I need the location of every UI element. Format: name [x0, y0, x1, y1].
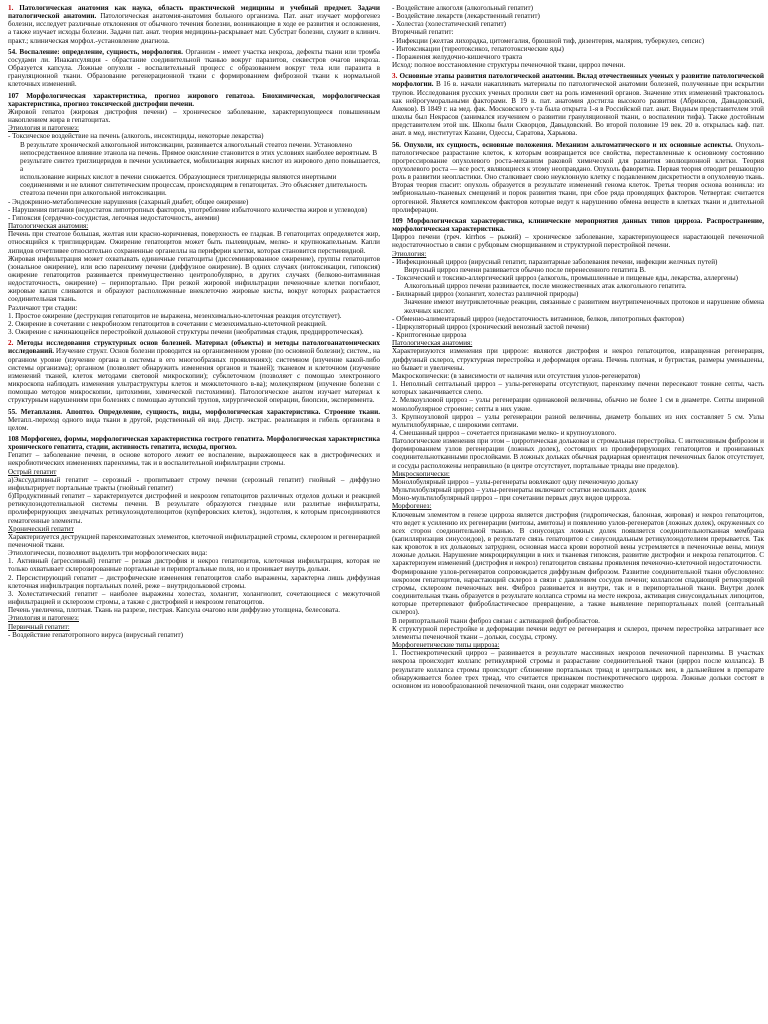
paragraph: б)Продуктивный гепатит – характеризуется дистрофией и некрозом гепатоцитов различных отделов дольки и реакцией ретикулоэндотелиальной системы печени. В результате образуются гнездные или разлитые инфильтраты, пролиферирующих звездчатых ретикулоэндотелиоцитов (купферовских клеток), эндотелия, к которым присоединяются гематогенные элементы.: [8, 492, 380, 525]
list-item: - Холестаз (холестатический гепатит): [392, 20, 507, 29]
subheading: Морфогенез:: [392, 502, 432, 511]
list-item: Монолобулярный цирроз – узлы-регенераты вовлекают одну печеночную дольку: [392, 477, 639, 486]
section-109: [392, 217, 764, 690]
paragraph: непосредственное влияние этанола на печень. Прямое окисление становится в этих условиях наиболее вероятным. В: [20, 148, 378, 157]
paragraph: Печень увеличена, плотная. Ткань на разрезе, пестрая. Капсула очагово или диффузно утолщена, белесовата.: [8, 606, 341, 615]
section-heading: 56. Опухоли, их сущность, основные положения. Механизм альтоматического и их основные аспекты.: [392, 140, 733, 149]
section-heading: 108 Морфогенез, формы, морфологическая характеристика гострого гепатита. Морфологическая характеристика хронического гепатита, стадии, активность гепатита, исходы, прогноз.: [8, 434, 380, 452]
section-heading: 107 Морфологическая характеристика, прогноз жирового гепатоза. Биохимическая, морфологическая характеристика, прогноз токсической дистрофии печени.: [8, 91, 380, 108]
section-heading: 55. Метаплазия. Апоптоз. Определение, сущность, виды, морфологическая характеристика. Строение ткани.: [8, 407, 380, 416]
subheading: Микроскопически:: [392, 469, 450, 478]
list-item: - Нарушения питания (недостаток липотропных факторов, употребление избыточного количества жиров и углеводов): [8, 205, 367, 214]
list-item: - Эндокринно-метаболические нарушения (сахарный диабет, общее ожирение): [8, 197, 249, 206]
paragraph: Жировая инфильтрация может охватывать единичные гепатоциты (диссеминированное ожирение), группы гепатоцитов (зональное ожирение), или всю паренхиму печени (диффузное ожирение). В одних случаях (интоксикации, гипоксия) ожирение гепатоцитов развивается преимущественно центролобулярно, в других случаях (белково-витаминная недостаточность, ожирение) – перипортально. При резкой жировой инфильтрации печеночные клетки погибают, жировые капли сливаются и образуют расположенные внеклеточно жировые кисты, вокруг которых разрастается соединительная ткань.: [8, 254, 380, 304]
paragraph: Жировой гепатоз (жировая дистрофия печени) – хроническое заболевание, характеризующееся повышенным накоплением жира в гепатоцитах.: [8, 107, 380, 125]
subheading: Первичный гепатит:: [8, 622, 70, 631]
paragraph: Значение имеют внутриклеточные реакции, связанные с развитием внутрипеченочных протоков и нарушение обмена желчных кислот.: [404, 298, 764, 315]
section-1: [8, 4, 380, 45]
list-item: - Воздействие гепатотропного вируса (вирусный гепатит): [8, 630, 183, 639]
paragraph: Опухоль-патологическое разрастание клеток, к которым возвращается все свойства, переставленные к основному состоянию прогрессирование опухолевого роста-механизм раковой химической для развития эволюционной клетки. Теория опухолевого роста — все рост, являющиеся к этому неоправдано. Опухоль фаворитна. Первая теория отводит решающую роль в развитии неопластики. Оно сталкивает свою неуклонную клетку с подавлением дискретности в опухолевую ткань. Вторая теория гласит: опухоль образуется в результате изменений генома клеток. Третья теория основа возникла: из эмбрионально-тканевых смещений и порок развития ткани, при сбое ряда проводящих факторов. Четвертая: считается ортогенной. Является комплексом факторов которые ведут к нарушению обмена веществ в клетках ткани и длительной пролиферации.: [392, 140, 764, 214]
paragraph: Формирование узлов-регенератов сопровождается диффузным фиброзом. Развитие соединительной ткани обусловлено: некрозом гепатоцитов, нарастающий склероз в связи с давлением сосудов печени; коллапсом спадающей ретикулярной стромы, склерозом печеночных вен. Фиброз развивается и внутри, так и в перипортальной ткани. Внутри долек соединительная ткань образуется в результате коллапса стромы на месте некроза, активация синусоидальных липоцитов, которые претерпевают фибробластическое превращение, а также выявление перипортальных полей (септальный склероз).: [392, 567, 764, 617]
section-heading: Патологическая анатомия как наука, область практической медицины и учебный предмет. Задачи патологической анатомии.: [8, 4, 380, 21]
list-item: 3. Крупноузловой цирроз – узлы регенерации разной величины, диаметр больших из них составляет 5 см. Узлы мультилобулярные, с широкими септами.: [392, 412, 764, 429]
subheading: Этиология:: [392, 249, 427, 258]
paragraph: 1. Постнекротический цирроз – развивается в результате массивных некрозов печеночной паренхимы. В участках некроза происходит коллапс ретикулярной стромы и разрастание соединительной ткани (цирроз после коллапса). В результате коллапса стромы происходит сближение портальных триад и центральных вен, в дальнейшем в препарате обнаруживается более трех триад, что считается признаком постнекротического цирроза. Ложные дольки состоят в основном из новообразованной печеночной ткани, они содержат множество: [392, 649, 764, 690]
subheading: Этиология и патогенез:: [8, 614, 79, 623]
paragraph: использование жирных кислот в печени снижается. Образующиеся триглицериды являются инертными: [20, 173, 337, 182]
paragraph: Характеризуется деструкцией паренхиматозных элементов, клеточной инфильтрацией стромы, склерозом и регенерацией печеночной ткани.: [8, 532, 380, 549]
paragraph: Метапл.-переход одного вида ткани в другой, родственный ей вид. Дистр. экстрас. реализация и гибель организма в целом.: [8, 415, 380, 432]
right-column: [386, 4, 764, 1024]
section-heading: 54. Воспаление: определение, сущность, морфология.: [8, 47, 183, 56]
paragraph: Исход: полное восстановление структуры печеночной ткани, цирроз печени.: [392, 61, 626, 70]
section-56: [392, 141, 764, 214]
section-heading: Основные этапы развития патологической анатомии. Вклад отечественных ученых у развитие патологической морфологии.: [392, 72, 764, 89]
paragraph: К структурной перестройке и деформации печени ведут ее регенерация и склероз, причем перестройка затрагивает все элементы печеночной ткани – дольки, сосуды, строму.: [392, 624, 764, 641]
list-item: Моно-мультилобулярный цирроз – при сочетании первых двух видов цирроза.: [392, 494, 631, 503]
list-item: - Гипоксия (сердечно-сосудистая, легочная недостаточность, анемии): [8, 213, 220, 222]
section-number: 2.: [8, 339, 14, 348]
paragraph: результате синтез триглицеридов в печени усиливается, мобилизация жирных кислот из жирового депо повышается, а: [20, 156, 380, 173]
paragraph: В результате хронической алкогольной интоксикации, развивается алкогольный стеатоз печени. Установлено: [20, 140, 353, 149]
paragraph: стеатоза печени при алкогольной интоксикации.: [20, 189, 167, 198]
list-item: 1. Простое ожирение (деструкция гепатоцитов не выражена, мезенхимально-клеточная реакция отсутствует).: [8, 311, 342, 320]
list-item: - Циркуляторный цирроз (хронический венозный застой печени): [392, 322, 590, 331]
list-item: 1. Неполный септальный цирроз – узлы-регенераты отсутствуют, паренхиму печени пересекают тонкие септы, часть которых заканчивается слепо.: [392, 380, 764, 397]
subheading: Этиология и патогенез:: [8, 124, 79, 133]
subheading: Морфогенетические типы цирроза:: [392, 641, 500, 650]
section-number: 3.: [392, 72, 398, 81]
list-item: - Криптогенные цирроза: [392, 331, 467, 340]
paragraph: Различают три стадии:: [8, 303, 78, 312]
paragraph: Алкогольный цирроз печени развивается, после множественных атак алкогольного гепатита.: [404, 282, 687, 291]
list-item: - Воздействие лекарств (лекарственный гепатит): [392, 12, 540, 21]
section-108-continued: [392, 4, 764, 69]
section-2: [8, 339, 380, 404]
list-item: 2. Мелкоузловой цирроз – узлы регенерации одинаковой величины, обычно не более 1 см в диаметре. Септы шириной монолобулярное строение; септы в них узкие.: [392, 396, 764, 413]
paragraph: Патологическая анатомия-анатомия больного организма. Пат. анат изучает морфогенез болезни, исследует различные отклонения от обычного течения болезни, возникающие в ходе ее развития и осложнения, а также изучает исходы болезни. Задачи пат. анат. теория медицины-раскрывает мат. Субстрат болезни, служит в клинич. практ.; клиническая морфол.-установление диагноза.: [8, 12, 380, 45]
section-heading: Методы исследования структурных основ болезней. Материал (объекты) и методы патологоанатомических исследований.: [8, 339, 380, 356]
paragraph: Ключевым элементом в генезе цирроза является дистрофия (гидропическая, балонная, жировая) и некроз гепатоцитов, что ведет к усилению их регенерации (митозы, амитозы) и появлению узлов-регенератов (ложных долек), окруженных со всех сторон соединительной тканью. В синусоидах ложных долек появляется соединительнотканная мембрана (капилляризация синусоидов), в результате связь гепатоцитов с синусоидальным ретикулоэндотелием прерывается. Так как кровоток в их дольковых затруднен, основная масса крови воротной вены устремляется в печеночные вены, минуя ложные дольки. Нарушение микроциркуляции в них и тканевая гипоксия, развитие дистрофии и некроза гепатоцитов. С характеризуем изменений (дистрофия и некроз) гепатоцитов связаны проявления печеночно-клеточной недостаточности.: [392, 510, 764, 568]
paragraph: Печень при стеатозе большая, желтая или красно-коричневая, поверхность ее гладкая. В гепатоцитах определяется жир, относящийся к триглицеридам. Ожирение гепатоцитов может быть пылевидным, мелко- и крупнокапельным. Капли липидов отчетливее относительно сохраненные органеллы на периферии клетки, которая становится перстневидной.: [8, 230, 380, 255]
paragraph: Вторичный гепатит:: [392, 28, 454, 37]
paragraph: Организм - имеет участка некроза, дефекты ткани или тромба сосудами ли. Инакапсуляция - обрастание соединительной тканью вокруг паразитов, секвестров очагов некроза. Образуется капсула. Ложные опухоли - воспалительный процесс с образованием вокруг тела или паразита в грануляционной ткани. Образование регенерационной ткани с формированием фиброзной ткани к нормальной клеточных изменений.: [8, 47, 380, 89]
paragraph: Изучение структ. Основ болезни проводится на организменном уровне (по основной болезни); систем., на органном уровне (изучение органа и системы в его многообразных проявлениях); системном (изучение какой-либо системы организма); органном (позволяет обнаружить изменения органов и тканей); тканевом и клеточном (изучение изменений тканей, клеток методами световой микроскопии); субклеточном (позволяет с помощью электронного микроскопа наблюдать изменения ультраструктуры клеток и межклеточного в-ва); молекулярном (изучение болезни с помощью методов микроскопии, цитохимии, химической гистохимии). Патологическое анатом изучает материал к структурным нарушениям при болезнях с помощью аутопсий трупов, хирургической операции, биопсии, эксперимента.: [8, 347, 380, 405]
section-54: [8, 48, 380, 89]
subheading: Патологическая анатомия:: [8, 222, 89, 231]
subheading: Патологическая анатомия:: [392, 339, 473, 348]
list-item: Мультилобулярный цирроз – узлы-регенераты включают остатки нескольких долек: [392, 486, 647, 495]
paragraph: Гепатит – заболевание печени, в основе которого лежит ее воспаление, выражающееся как в дистрофических и некробиотических изменениях паренхимы, так и в воспалительной инфильтрации стромы.: [8, 451, 380, 468]
section-heading: 109 Морфологическая характеристика, клинические мероприятия данных типов цирроза. Распространение, морфологическая характеристика.: [392, 216, 764, 234]
list-item: 4. Смешанный цирроз – сочетается признаками мелко- и крупноузлового.: [392, 428, 617, 437]
paragraph: соединениями и не влияют синтетическим процессам, происходящим в гепатоцитах. Это объясняет длительность: [20, 181, 367, 190]
subheading: Острый гепатит: [8, 467, 57, 476]
paragraph: а)Экссудативный гепатит – серозный - пропитывает строму печени (серозный гепатит) гнойный – диффузно инфильтрирует портальные тракты (гнойный гепатит): [8, 475, 380, 492]
list-item: - Интоксикации (тиреотоксикоз, гепатотоксические яды): [392, 44, 564, 53]
section-3: [392, 72, 764, 137]
list-item: 3. Ожирение с начинающейся перестройкой дольковой структуры печени (необратимая стадия, предцирротическая).: [8, 328, 364, 337]
list-item: 1. Активный (агрессивный) гепатит – резкая дистрофия и некроз гепатоцитов, клеточная инфильтрация, которая не только охватывает склерозированные портальные и перипортальные поля, но и проникает внутрь дольки.: [8, 557, 380, 574]
subheading: Хронический гепатит: [8, 524, 74, 533]
list-item: 2. Персистирующий гепатит – дистрофические изменения гепатоцитов слабо выражены, характерна лишь диффузная клеточная инфильтрация портальных полей, реже – внутридольковой стромы.: [8, 573, 380, 590]
paragraph: Вирусный цирроз печени развивается обычно после перенесенного гепатита В.: [404, 265, 646, 274]
section-number: 1.: [8, 4, 14, 12]
paragraph: Макроскопически: (в зависимости от наличия или отсутствия узлов-регенератов): [392, 371, 641, 380]
paragraph: Патологические изменения при этом – цирротическая дольковая и стромальная перестройка. С интенсивным фиброзом и формированием узлов регенерации (ложных долек), состоящих из пролиферирующих гепатоцитов и пронизанных соединительнотканными прослойками. В ложных дольках обычная радиарная ориентация печеночных балок отсутствует, и сосуды расположены неправильно (в центре отсутствует, портальные триады вне пределов).: [392, 437, 764, 470]
list-item: 3. Холестатический гепатит – наиболее выражены холестаз, холангит, холангиолит, сочетающиеся с межуточной инфильтрацией и склерозом стромы, а также с дистрофией и некрозом гепатоцитов.: [8, 589, 380, 607]
section-108: [8, 435, 380, 639]
left-column: [8, 4, 386, 1024]
list-item: - Инфекции (желтая лихорадка, цитомегалия, брюшной тиф, дизентерия, малярия, туберкулез, сепсис): [392, 36, 705, 45]
list-item: 2. Ожирение в сочетании с некробиозом гепатоцитов в сочетании с мезенхимально-клеточной реакцией.: [8, 319, 327, 328]
section-107: [8, 92, 380, 337]
list-item: - Обменно-алиментарный цирроз (недостаточность витаминов, белков, липотропных факторов): [392, 314, 684, 323]
section-55: [8, 408, 380, 432]
paragraph: Цирроз печени (греч. kirrhos – рыжий) – хроническое заболевание, характеризующееся нарастающей печеночной недостаточностью в связи с рубцовым сморщиванием и структурной перестройкой печени.: [392, 233, 764, 250]
list-item: - Поражения желудочно-кишечного тракта: [392, 52, 522, 61]
paragraph: В перипортальной ткани фиброз связан с активацией фибробластов.: [392, 616, 600, 625]
list-item: - Инфекционный цирроз (вирусный гепатит, паразитарные заболевания печени, инфекции желчных путей): [392, 257, 718, 266]
paragraph: В 16 в. начали накапливать материалы по патологической анатомии болезней, полученные при вскрытии трупов. Исследования русских ученых пролили свет на роль изменений органов. Значение этих изменений трактовалось как нейрогуморальными факторами. В 19 в. пат. анатомия достигла высокого развития (Абрикосов, Давыдовский, Анеков). В 1849 г. на мед. фак. Московского у-та была открыта 1-я в Российской пат. анат. Видным представителем этой школы был Некрасов (занимался изучением о развитии грануляционной ткани, о воспалении тифа). Также достойным представителем этой шк. Школы были Скворцов, Давыдовский. Во второй половине 19 век. 20 в. открылась каф. пат. анат. в мед. институтах Казани, Одессы, Саратова, Харькова.: [392, 80, 764, 138]
list-item: - Воздействие алкоголя (алкогольный гепатит): [392, 4, 533, 12]
list-item: - Токсическое воздействие на печень (алкоголь, инсектициды, некоторые лекарства): [8, 132, 264, 141]
list-item: - Токсический и токсико-аллергический цирроз (алкоголь, промышленные и пищевые яды, лекарства, аллергены): [392, 274, 738, 282]
list-item: - Билиарный цирроз (холангит, холестаз различной природы): [392, 290, 579, 299]
paragraph: Характеризуются изменения при циррозе: являются дистрофия и некроз гепатоцитов, извращенная регенерация, диффузный склероз, структурная перестройка и деформация органа. Печень плотная, и бугристая, размеры уменьшены, но бывает и увеличены.: [392, 347, 764, 372]
paragraph: Этиологически, позволяют выделить три морфологических вида:: [8, 549, 208, 558]
